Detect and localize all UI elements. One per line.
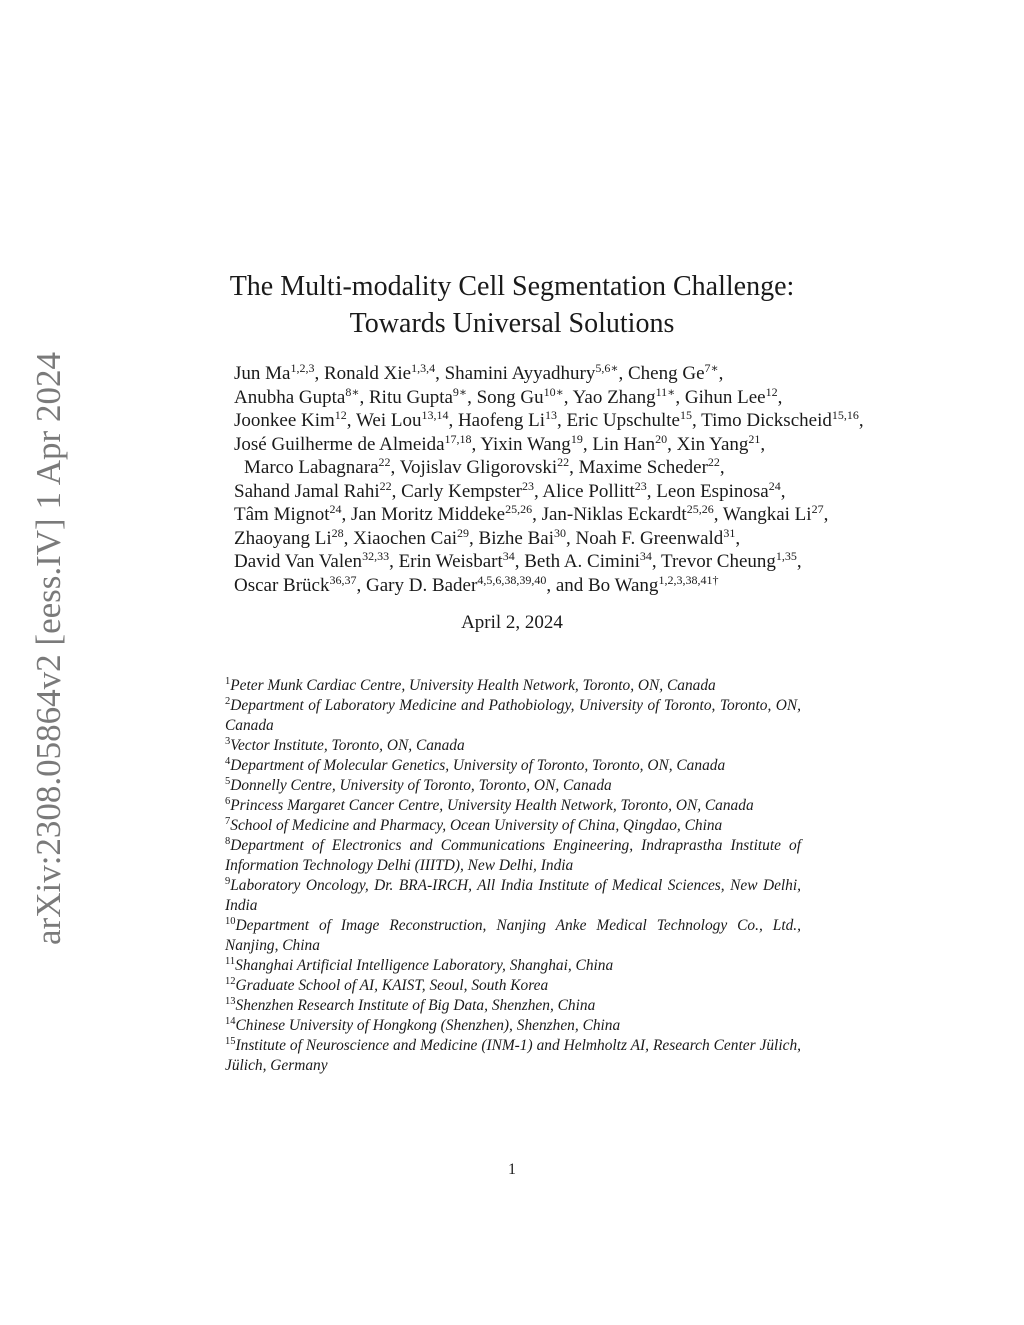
author-name: Xiaochen Cai xyxy=(353,527,458,549)
author-separator: , xyxy=(718,363,724,384)
author-name: Timo Dickscheid xyxy=(701,410,832,431)
author-affiliation-marker: 22 xyxy=(378,455,391,469)
author-affiliation-marker: 29 xyxy=(457,525,470,540)
affiliation-item xyxy=(225,916,801,956)
author-name: Eric Upschulte xyxy=(566,410,680,431)
author-affiliation-marker: 20 xyxy=(655,431,668,446)
author-line xyxy=(234,550,954,574)
author-separator: , xyxy=(566,527,576,549)
author-affiliation-marker: 22 xyxy=(707,455,720,469)
affiliation-item xyxy=(225,736,801,756)
page-number: 1 xyxy=(508,1161,516,1178)
author-separator: , xyxy=(760,433,766,455)
author-separator: , xyxy=(582,433,593,455)
affiliation-item xyxy=(225,776,801,796)
author-separator: , xyxy=(675,386,685,408)
author-affiliation-marker: 10∗ xyxy=(543,384,564,399)
affiliation-item xyxy=(225,696,801,736)
affiliation-text: Peter Munk Cardiac Centre, University Health Network, Toronto, ON, Canada xyxy=(230,677,716,694)
author-name: Sahand Jamal Rahi xyxy=(234,480,380,502)
author-separator: , xyxy=(651,551,662,572)
author-affiliation-marker: 25,26 xyxy=(505,502,533,516)
author-affiliation-marker: 30 xyxy=(554,525,566,540)
author-separator: , xyxy=(533,480,543,502)
author-name: Shamini Ayyadhury xyxy=(444,363,596,384)
author-separator: , xyxy=(618,363,628,384)
affiliation-number: 5 xyxy=(225,776,231,787)
affiliation-number: 1 xyxy=(225,676,231,687)
publication-date: April 2, 2024 xyxy=(461,612,563,633)
author-line xyxy=(234,574,954,598)
title-line-2: Towards Universal Solutions xyxy=(349,308,675,339)
author-separator: , xyxy=(435,363,445,384)
affiliation-text: Department of Image Reconstruction, Nanjing Anke Medical Technology Co., Ltd., Nanjing, China xyxy=(225,917,801,954)
author-affiliation-marker: 1,2,3 xyxy=(290,361,315,375)
author-name: Bizhe Bai xyxy=(478,527,554,549)
author-name: Trevor Cheung xyxy=(661,551,776,572)
author-separator: , xyxy=(341,504,352,525)
affiliation-number: 7 xyxy=(225,816,231,827)
author-name: Yixin Wang xyxy=(480,433,571,455)
author-separator: , xyxy=(390,457,400,478)
author-separator: , xyxy=(514,551,525,572)
author-name: Alice Pollitt xyxy=(542,480,635,502)
author-separator: , xyxy=(557,410,567,431)
author-separator: , xyxy=(314,363,324,384)
author-affiliation-marker: 11∗ xyxy=(655,384,676,399)
author-separator: , xyxy=(646,480,657,502)
author-separator: , xyxy=(469,527,479,549)
affiliation-number: 9 xyxy=(225,876,231,887)
author-affiliation-marker: 1,2,3,38,41† xyxy=(658,572,719,587)
affiliation-number: 11 xyxy=(225,956,236,967)
paper-title xyxy=(200,268,824,342)
author-name: Cheng Ge xyxy=(628,363,705,384)
author-separator: , xyxy=(546,574,556,596)
author-affiliation-marker: 31 xyxy=(723,525,736,540)
author-affiliation-marker: 27 xyxy=(811,502,824,516)
author-line xyxy=(234,386,954,410)
affiliation-item xyxy=(225,676,801,696)
author-name: Lin Han xyxy=(592,433,656,455)
affiliation-text: Department of Laboratory Medicine and Pathobiology, University of Toronto, Toronto, ON, Canada xyxy=(225,697,801,734)
author-affiliation-marker: 22 xyxy=(557,455,570,469)
author-affiliation-marker: 19 xyxy=(570,431,583,446)
author-affiliation-marker: 7∗ xyxy=(704,361,719,375)
affiliation-item xyxy=(225,976,801,996)
affiliation-number: 4 xyxy=(225,756,231,767)
author-line xyxy=(234,409,954,433)
author-line xyxy=(234,480,954,504)
affiliation-text: Princess Margaret Cancer Centre, University Health Network, Toronto, ON, Canada xyxy=(230,797,754,814)
author-affiliation-marker: 13 xyxy=(545,408,558,422)
author-affiliation-marker: 23 xyxy=(634,478,647,493)
affiliation-item xyxy=(225,956,801,976)
affiliation-text: Department of Electronics and Communications Engineering, Indraprastha Institute of Information Technology Delhi (IIITD), New Delhi, India xyxy=(225,837,801,874)
author-name: Anubha Gupta xyxy=(234,386,346,408)
author-affiliation-marker: 5,6∗ xyxy=(595,361,619,375)
author-name: Joonkee Kim xyxy=(234,410,335,431)
author-affiliation-marker: 4,5,6,38,39,40 xyxy=(477,572,547,587)
affiliation-list xyxy=(225,676,801,1076)
affiliation-item xyxy=(225,756,801,776)
affiliation-text: Vector Institute, Toronto, ON, Canada xyxy=(230,737,465,754)
affiliation-number: 2 xyxy=(225,696,231,707)
author-name: David Van Valen xyxy=(234,551,363,572)
author-name: Wei Lou xyxy=(355,410,422,431)
author-line xyxy=(234,527,954,551)
author-separator: , xyxy=(389,551,399,572)
affiliation-number: 8 xyxy=(225,836,231,847)
author-affiliation-marker: 21 xyxy=(748,431,761,446)
affiliation-text: Shanghai Artificial Intelligence Laboratory, Shanghai, China xyxy=(235,957,614,974)
author-separator: , xyxy=(713,504,723,525)
author-name: Marco Labagnara xyxy=(244,457,379,478)
affiliation-item xyxy=(225,996,801,1016)
author-affiliation-marker: 12 xyxy=(334,408,347,422)
affiliation-number: 3 xyxy=(225,736,231,747)
author-separator: , xyxy=(796,551,802,572)
affiliation-number: 6 xyxy=(225,796,231,807)
author-affiliation-marker: 1,35 xyxy=(775,549,797,563)
affiliation-text: Graduate School of AI, KAIST, Seoul, South Korea xyxy=(235,977,549,994)
author-affiliation-marker: 34 xyxy=(502,549,515,563)
author-affiliation-marker: 36,37 xyxy=(329,572,357,587)
author-name: Jan-Niklas Eckardt xyxy=(541,504,687,525)
author-separator: , xyxy=(823,504,829,525)
affiliation-text: School of Medicine and Pharmacy, Ocean University of China, Qingdao, China xyxy=(230,817,723,834)
author-separator: , xyxy=(356,574,366,596)
author-affiliation-marker: 24 xyxy=(768,478,781,493)
author-affiliation-marker: 8∗ xyxy=(345,384,360,399)
author-affiliation-marker: 17,18 xyxy=(444,431,472,446)
author-line xyxy=(234,433,954,457)
author-name: Oscar Brück xyxy=(234,574,330,596)
author-name: Wangkai Li xyxy=(722,504,812,525)
author-line xyxy=(234,362,954,386)
affiliation-item xyxy=(225,816,801,836)
author-name: Jun Ma xyxy=(234,363,291,384)
author-separator: , xyxy=(532,504,542,525)
author-affiliation-marker: 12 xyxy=(765,384,778,399)
author-name: Song Gu xyxy=(476,386,544,408)
author-name: Vojislav Gligorovski xyxy=(399,457,558,478)
author-name: Gary D. Bader xyxy=(366,574,478,596)
author-separator: , xyxy=(691,410,702,431)
author-name: Gihun Lee xyxy=(684,386,766,408)
affiliation-text: Donnelly Centre, University of Toronto, Toronto, ON, Canada xyxy=(230,777,612,794)
author-name: Noah F. Greenwald xyxy=(575,527,724,549)
affiliation-text: Shenzhen Research Institute of Big Data, Shenzhen, China xyxy=(235,997,596,1014)
author-name: Yao Zhang xyxy=(572,386,656,408)
author-separator: , xyxy=(858,410,864,431)
affiliation-text: Chinese University of Hongkong (Shenzhen), Shenzhen, China xyxy=(235,1017,621,1034)
affiliation-number: 12 xyxy=(225,976,236,987)
author-name: Beth A. Cimini xyxy=(524,551,640,572)
author-separator: , xyxy=(467,386,477,408)
affiliation-item xyxy=(225,796,801,816)
author-affiliation-marker: 13,14 xyxy=(421,408,449,422)
author-separator: , xyxy=(346,410,356,431)
author-name: and Bo Wang xyxy=(555,574,659,596)
affiliation-text: Institute of Neuroscience and Medicine (INM-1) and Helmholtz AI, Research Center Jülich, Jülich, Germany xyxy=(225,1037,801,1074)
author-name: Erin Weisbart xyxy=(398,551,503,572)
arxiv-identifier-stamp: arXiv:2308.05864v2 [eess.IV] 1 Apr 2024 xyxy=(29,352,68,945)
author-name: José Guilherme de Almeida xyxy=(234,433,445,455)
author-name: Maxime Scheder xyxy=(578,457,708,478)
author-name: Ritu Gupta xyxy=(369,386,453,408)
author-line xyxy=(234,503,954,527)
author-separator: , xyxy=(391,480,402,502)
author-separator: , xyxy=(569,457,579,478)
author-affiliation-marker: 15 xyxy=(679,408,692,422)
author-affiliation-marker: 22 xyxy=(379,478,392,493)
author-line xyxy=(234,456,954,480)
author-separator: , xyxy=(667,433,677,455)
affiliation-text: Department of Molecular Genetics, University of Toronto, Toronto, ON, Canada xyxy=(230,757,726,774)
author-affiliation-marker: 24 xyxy=(329,502,342,516)
author-name: Carly Kempster xyxy=(401,480,522,502)
affiliation-number: 13 xyxy=(225,996,236,1007)
affiliation-number: 14 xyxy=(225,1016,236,1027)
author-affiliation-marker: 9∗ xyxy=(452,384,468,399)
affiliation-item xyxy=(225,1016,801,1036)
affiliation-item xyxy=(225,876,801,916)
author-affiliation-marker: 34 xyxy=(639,549,652,563)
author-list xyxy=(234,362,954,597)
affiliation-item xyxy=(225,1036,801,1076)
author-name: Leon Espinosa xyxy=(656,480,769,502)
author-affiliation-marker: 23 xyxy=(521,478,534,493)
author-name: Tâm Mignot xyxy=(234,504,330,525)
author-separator: , xyxy=(563,386,573,408)
author-separator: , xyxy=(343,527,354,549)
author-separator: , xyxy=(777,386,783,408)
affiliation-item xyxy=(225,836,801,876)
affiliation-text: Laboratory Oncology, Dr. BRA-IRCH, All India Institute of Medical Sciences, New Delhi, India xyxy=(225,877,801,914)
author-separator: , xyxy=(359,386,369,408)
affiliation-number: 15 xyxy=(225,1036,236,1047)
author-name: Ronald Xie xyxy=(323,363,412,384)
author-separator: , xyxy=(719,457,725,478)
author-name: Haofeng Li xyxy=(457,410,546,431)
author-affiliation-marker: 1,3,4 xyxy=(411,361,436,375)
author-affiliation-marker: 28 xyxy=(331,525,344,540)
author-separator: , xyxy=(735,527,741,549)
author-separator: , xyxy=(448,410,458,431)
author-name: Xin Yang xyxy=(676,433,749,455)
author-name: Zhaoyang Li xyxy=(234,527,332,549)
author-separator: , xyxy=(780,480,786,502)
author-name: Jan Moritz Middeke xyxy=(351,504,506,525)
author-affiliation-marker: 25,26 xyxy=(686,502,714,516)
author-affiliation-marker: 15,16 xyxy=(831,408,859,422)
author-affiliation-marker: 32,33 xyxy=(362,549,390,563)
author-separator: , xyxy=(471,433,481,455)
affiliation-number: 10 xyxy=(225,916,236,927)
title-line-1: The Multi-modality Cell Segmentation Challenge: xyxy=(229,271,795,302)
